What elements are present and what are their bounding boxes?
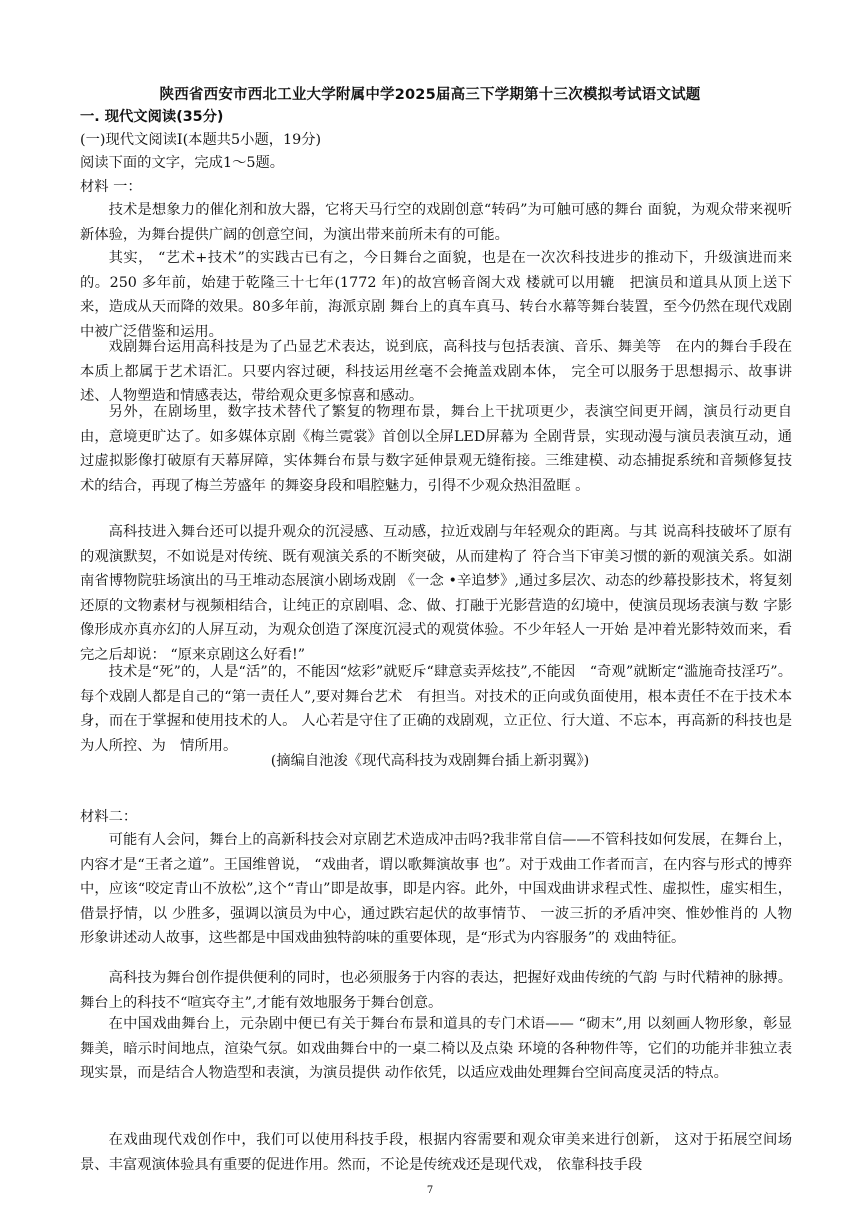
source-citation: (摘编自池浚《现代高科技为戏剧舞台插上新羽翼》) (270, 753, 590, 769)
page-number: 7 (426, 1185, 434, 1196)
material-label: 材料二： (80, 809, 138, 825)
paragraph: 在中国戏曲舞台上，元杂剧中便已有关于舞台布景和道具的专门术语—— “砌末”,用 以刻画人物形象，彰显舞美，暗示时间地点，渲染气氛。如戏曲舞台中的一桌二椅以及点染 环境的各种物件等，它们的功能并非独立表现实景，而是结合人物造型和表演，为演员提供 动作依凭，以适应戏曲处理舞台空间高度灵活的特点。 (80, 1016, 792, 1082)
paragraph: 戏剧舞台运用高科技是为了凸显艺术表达，说到底，高科技与包括表演、音乐、舞美等 在内的舞台手段在本质上都属于艺术语汇。只要内容过硬，科技运用丝毫不会掩盖戏剧本体， 完全可以服务于思想揭示、故事讲述、人物塑造和情感表达，带给观众更多惊喜和感动。 (80, 339, 792, 405)
paragraph: 其实， “艺术+技术”的实践古已有之，今日舞台之面貌，也是在一次次科技进步的推动下，升级演进而来的。250 多年前，始建于乾隆三十七年(1772 年)的故宫畅音阁大戏 楼就可以用辘 把演员和道具从顶上送下来，造成从天而降的效果。80多年前，海派京剧 舞台上的真车真马、转台水幕等舞台装置，至今仍然在现代戏剧中被广泛借鉴和运用。 (80, 250, 792, 340)
material-label: 材料 一： (80, 179, 142, 195)
paragraph: 高科技进入舞台还可以提升观众的沉浸感、互动感，拉近戏剧与年轻观众的距离。与其 说高科技破坏了原有的观演默契，不如说是对传统、既有观演关系的不断突破，从而建构了 符合当下审美习惯的新的观演关系。如湖南省博物院驻场演出的马王堆动态展演小剧场戏剧 《一念 •辛追梦》,通过多层次、动态的纱幕投影技术，将复刻还原的文物素材与视频相结合，让纯正的京剧唱、念、做、打融于光影营造的幻境中，使演员现场表演与数 字影像形成亦真亦幻的人屏互动，为观众创造了深度沉浸式的观赏体验。不少年轻人一开始 是冲着光影特效而来，看完之后却说： “原来京剧这么好看!” (80, 524, 792, 663)
paragraph: 可能有人会问，舞台上的高新科技会对京剧艺术造成冲击吗?我非常自信——不管科技如何发展，在舞台上，内容才是“王者之道”。王国维曾说， “戏曲者，谓以歌舞演故事 也”。对于戏曲工作者而言，在内容与形式的博弈中，应该“咬定青山不放松”,这个“青山”即是故事，即是内容。此外，中国戏曲讲求程式性、虚拟性，虚实相生，借景抒情，以 少胜多，强调以演员为中心，通过跌宕起伏的故事情节、 一波三折的矛盾冲突、惟妙惟肖的 人物形象讲述动人故事，这些都是中国戏曲独特韵味的重要体现，是“形式为内容服务”的 戏曲特征。 (80, 832, 792, 947)
section-heading: 一. 现代文阅读(35分) (80, 109, 224, 125)
page-title: 陕西省西安市西北工业大学附属中学2025届高三下学期第十三次模拟考试语文试题 (159, 87, 701, 103)
paragraph: 技术是“死”的，人是“活”的，不能因“炫彩”就贬斥“肆意卖弄炫技”,不能因 “奇观”就断定“滥施奇技淫巧”。每个戏剧人都是自己的“第一责任人”,要对舞台艺术 有担当。对技术的正向或负面使用，根本责任不在于技术本身，而在于掌握和使用技术的人。 人心若是守住了正确的戏剧观，立正位、行大道、不忘本，再高新的科技也是为人所控、为 情所用。 (80, 664, 792, 754)
paragraph: 高科技为舞台创作提供便利的同时，也必须服务于内容的表达，把握好戏曲传统的气韵 与时代精神的脉搏。舞台上的科技不“喧宾夺主”,才能有效地服务于舞台创意。 (80, 970, 792, 1011)
paragraph: 技术是想象力的催化剂和放大器，它将天马行空的戏剧创意“转码”为可触可感的舞台 面貌，为观众带来视听新体验，为舞台提供广阔的创意空间，为演出带来前所未有的可能。 (80, 202, 792, 243)
paragraph: 在戏曲现代戏创作中，我们可以使用科技手段，根据内容需要和观众审美来进行创新， 这对于拓展空间场景、丰富观演体验具有重要的促进作用。然而，不论是传统戏还是现代戏， 依靠科技手段 (80, 1132, 792, 1173)
paragraph: 另外，在剧场里，数字技术替代了繁复的物理布景，舞台上干扰项更少，表演空间更开阔，演员行动更自由，意境更旷达了。如多媒体京剧《梅兰霓裳》首创以全屏LED屏幕为 全剧背景，实现动漫与演员表演互动，通过虚拟影像打破原有天幕屏障，实体舞台布景与数字延伸景观无缝衔接。三维建模、动态捕捉系统和音频修复技术的结合，再现了梅兰芳盛年 的舞姿身段和唱腔魅力，引得不少观众热泪盈眶 。 (80, 404, 792, 494)
reading-instruction: 阅读下面的文字，完成1～5题。 (80, 155, 285, 171)
subsection-heading: (一)现代文阅读Ⅰ(本题共5小题，19分) (80, 132, 322, 148)
